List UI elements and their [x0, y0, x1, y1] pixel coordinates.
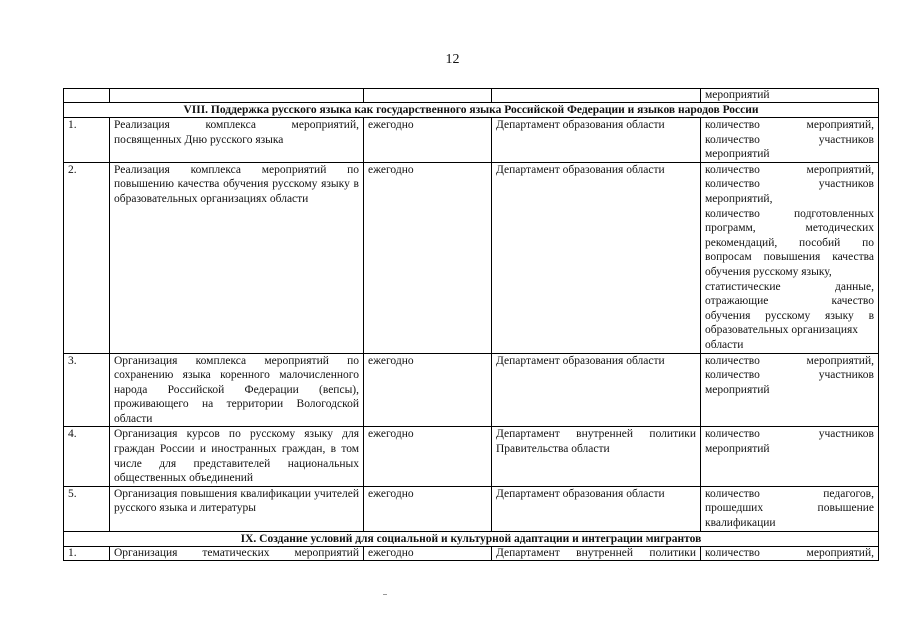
period-cell: ежегодно [364, 427, 492, 486]
executor-cell: Департамент внутренней политики Правительства области [492, 427, 701, 486]
table-row [64, 118, 879, 163]
scan-mark [383, 594, 387, 595]
indicator-line: статистические данные, [705, 280, 874, 293]
section-title-ix: IX. Создание условий для социальной и культурной адаптации и интеграции мигрантов [64, 531, 879, 546]
action-cell: Организация курсов по русскому языку для граждан России и иностранных граждан, в том числе для представителей национальных общественных объединений [110, 427, 364, 486]
table-row [64, 162, 879, 353]
executor-cell: Департамент образования области [492, 118, 701, 163]
action-cell: Реализация комплекса мероприятий по повышению качества обучения русскому языку в образовательных организациях области [110, 162, 364, 353]
period-cell: ежегодно [364, 353, 492, 427]
page-number: 12 [445, 52, 460, 67]
indicator-line: рекомендаций, пособий по [705, 236, 874, 249]
indicator-line: программ, методических [705, 222, 874, 235]
indicator-line: мероприятий [705, 443, 770, 456]
indicator-line: вопросам повышения качества [705, 251, 874, 264]
indicator-cell [701, 486, 879, 531]
indicator-line: количество подготовленных [705, 207, 874, 220]
executor-cell: Департамент образования области [492, 353, 701, 427]
indicator-line: отражающие качество [705, 295, 874, 308]
period-cell: ежегодно [364, 546, 492, 560]
period-cell: ежегодно [364, 118, 492, 163]
indicator-cell: количество мероприятий, [701, 546, 879, 560]
executor-cell: Департамент образования области [492, 162, 701, 353]
row-number: 2. [64, 162, 110, 353]
indicator-line: образовательных организациях [705, 324, 859, 337]
action-cell: Реализация комплекса мероприятий, посвященных Дню русского языка [110, 118, 364, 163]
indicator-line: количество мероприятий, [705, 119, 874, 131]
indicator-line: обучения русскому языку, [705, 265, 832, 278]
indicator-line: количество педагогов, [705, 487, 874, 500]
indicator-line: мероприятий [705, 383, 770, 396]
indicator-line: прошедших повышение [705, 502, 874, 515]
indicator-cell [701, 427, 879, 486]
indicator-line: мероприятий, [705, 192, 773, 205]
period-cell: ежегодно [364, 162, 492, 353]
indicator-line: области [705, 338, 744, 351]
executor-cell: Департамент образования области [492, 486, 701, 531]
row-number: 3. [64, 353, 110, 427]
table-row-continued [64, 89, 879, 103]
indicator-cell [701, 353, 879, 427]
row-number: 1. [64, 546, 110, 560]
section-heading-row [64, 531, 879, 546]
indicator-line: количество участников [705, 178, 874, 191]
measures-table [63, 88, 879, 561]
table-row [64, 353, 879, 427]
indicator-line: количество мероприятий, [705, 163, 874, 176]
row-number: 5. [64, 486, 110, 531]
action-cell: Организация повышения квалификации учителей русского языка и литературы [110, 486, 364, 531]
indicator-line: количество участников [705, 133, 874, 146]
period-cell: ежегодно [364, 486, 492, 531]
row-number: 4. [64, 427, 110, 486]
table-row [64, 486, 879, 531]
indicator-cell: мероприятий [701, 89, 879, 103]
section-title-viii: VIII. Поддержка русского языка как государственного языка Российской Федерации и языков народов России [64, 103, 879, 118]
indicator-line: квалификации [705, 517, 776, 530]
action-cell: Организация комплекса мероприятий по сохранению языка коренного малочисленного народа Российской Федерации (вепсы), проживающего на территории Вологодской области [110, 353, 364, 427]
executor-cell: Департамент внутренней политики [492, 546, 701, 560]
indicator-line: мероприятий [705, 148, 770, 161]
table-row [64, 546, 879, 560]
section-heading-row [64, 103, 879, 118]
indicator-line: обучения русскому языку в [705, 309, 874, 322]
table-row [64, 427, 879, 486]
indicator-line: количество участников [705, 428, 874, 441]
indicator-line: количество мероприятий, [705, 354, 874, 367]
indicator-line: количество участников [705, 369, 874, 382]
indicator-cell [701, 118, 879, 163]
indicator-cell [701, 162, 879, 353]
row-number: 1. [64, 118, 110, 163]
action-cell: Организация тематических мероприятий [110, 546, 364, 560]
